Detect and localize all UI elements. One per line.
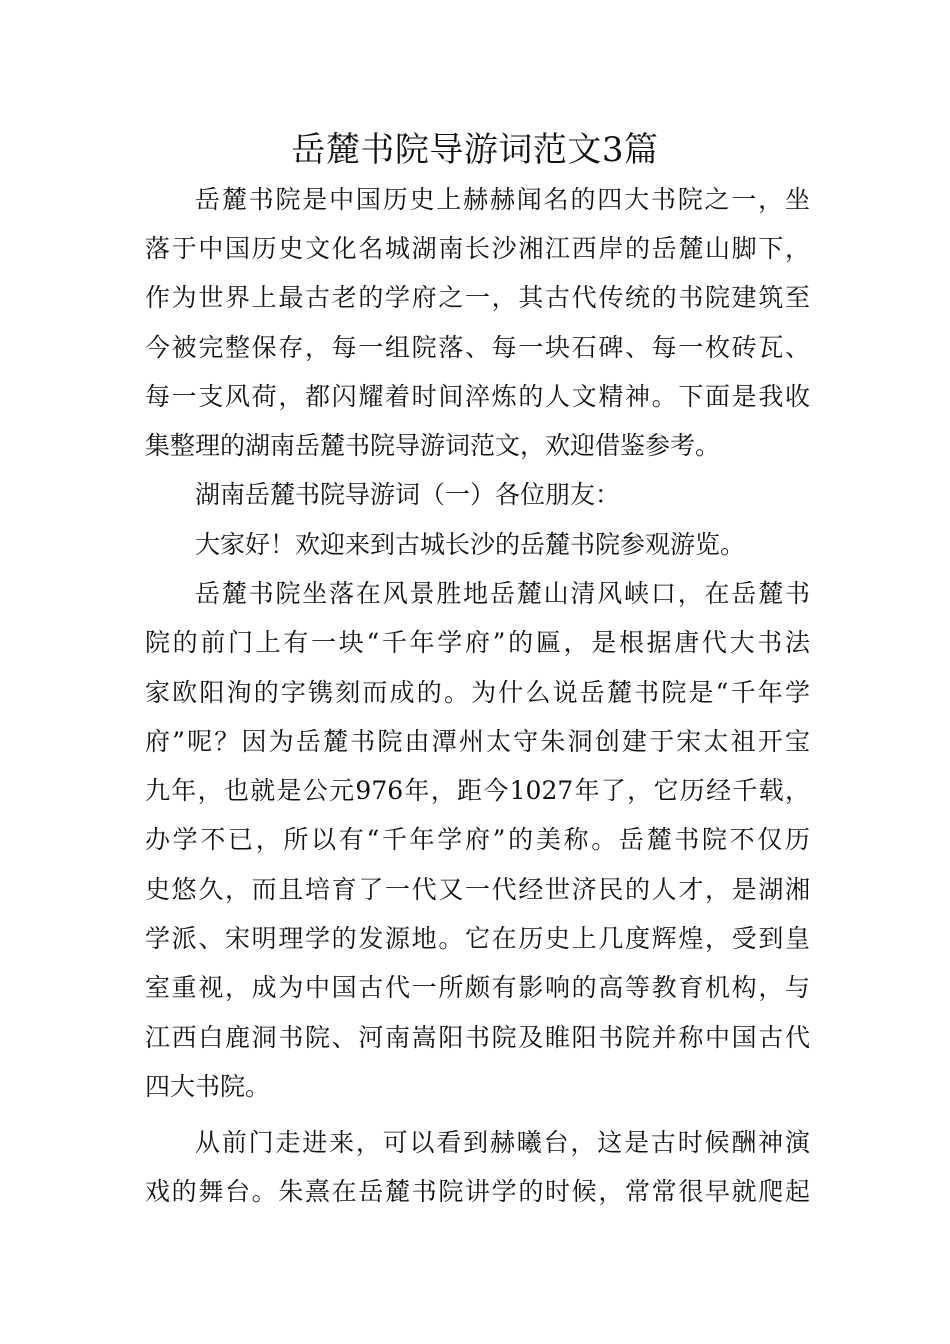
text-line: 今被完整保存，每一组院落、每一块石碑、每一枚砖瓦、 [145, 333, 810, 362]
text-line: 集整理的湖南岳麓书院导游词范文，欢迎借鉴参考。 [145, 431, 721, 460]
document-title: 岳麓书院导游词范文3篇 [291, 130, 659, 170]
text-line: 史悠久，而且培育了一代又一代经世济民的人才，是湖湘 [145, 875, 810, 904]
text-line: 学派、宋明理学的发源地。它在历史上几度辉煌，受到皇 [145, 924, 810, 953]
text-line: 戏的舞台。朱熹在岳麓书院讲学的时候，常常很早就爬起 [145, 1177, 810, 1206]
text-line: 江西白鹿洞书院、河南嵩阳书院及睢阳书院并称中国古代 [145, 1023, 810, 1052]
text-line: 每一支风荷，都闪耀着时间淬炼的人文精神。下面是我收 [145, 382, 810, 411]
text-line: 室重视，成为中国古代一所颇有影响的高等教育机构，与 [145, 973, 810, 1002]
text-line: 院的前门上有一块“千年学府”的匾，是根据唐代大书法 [145, 628, 810, 657]
text-line: 办学不已，所以有“千年学府”的美称。岳麓书院不仅历 [145, 825, 810, 854]
text-line: 从前门走进来，可以看到赫曦台，这是古时候酬神演 [195, 1128, 810, 1157]
text-line: 岳麓书院坐落在风景胜地岳麓山清风峡口，在岳麓书 [195, 579, 810, 608]
text-line: 四大书院。 [145, 1072, 271, 1101]
text-line: 岳麓书院是中国历史上赫赫闻名的四大书院之一，坐 [195, 185, 810, 214]
text-line: 府”呢？因为岳麓书院由潭州太守朱洞创建于宋太祖开宝 [145, 727, 810, 756]
text-line: 家欧阳洵的字镌刻而成的。为什么说岳麓书院是“千年学 [145, 678, 810, 707]
text-line: 作为世界上最古老的学府之一，其古代传统的书院建筑至 [145, 283, 810, 312]
text-line: 九年，也就是公元976年，距今1027年了，它历经千载， [145, 776, 810, 805]
text-line: 落于中国历史文化名城湖南长沙湘江西岸的岳麓山脚下， [145, 234, 810, 263]
text-line: 大家好！欢迎来到古城长沙的岳麓书院参观游览。 [195, 530, 746, 559]
text-line: 湖南岳麓书院导游词（一）各位朋友： [195, 480, 621, 509]
